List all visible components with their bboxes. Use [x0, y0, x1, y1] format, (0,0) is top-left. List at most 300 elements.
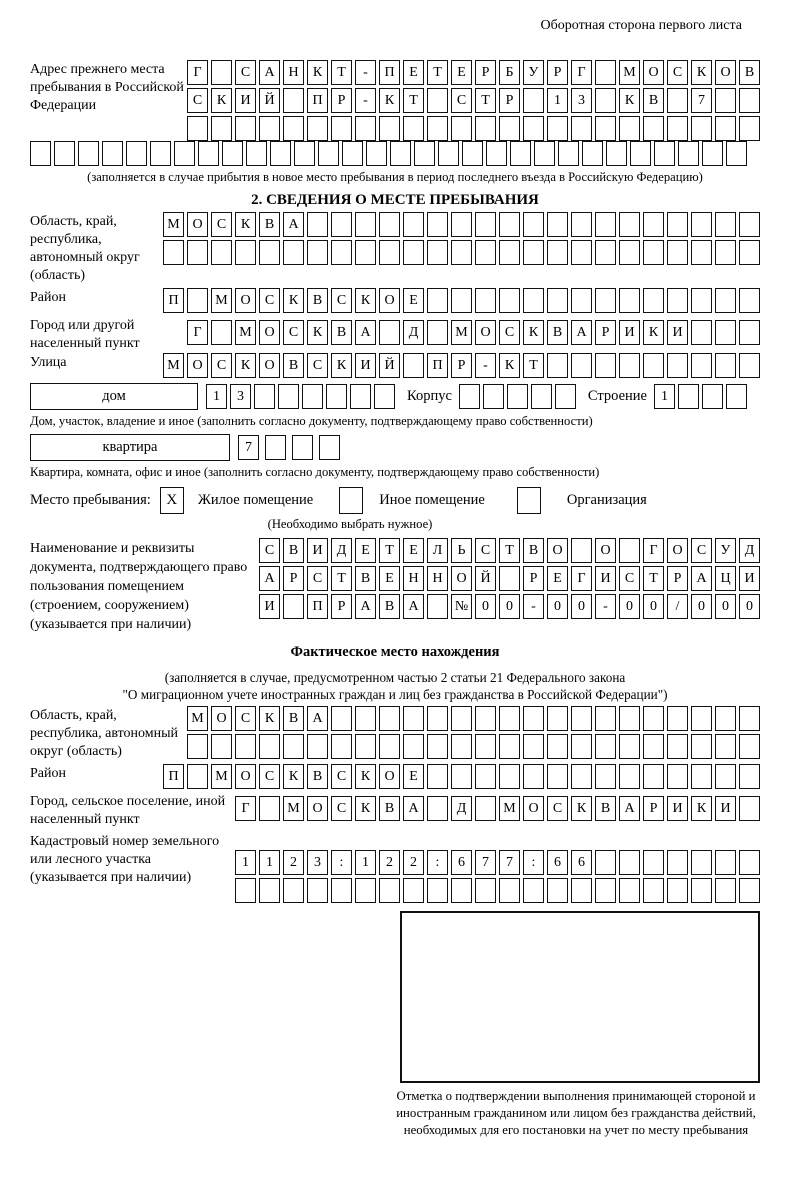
- char-cell[interactable]: [619, 878, 640, 903]
- char-cell[interactable]: В: [355, 566, 376, 591]
- char-cell[interactable]: [331, 734, 352, 759]
- char-cell[interactable]: [691, 240, 712, 265]
- char-cell[interactable]: 0: [619, 594, 640, 619]
- char-cell[interactable]: С: [331, 764, 352, 789]
- char-cell[interactable]: С: [331, 288, 352, 313]
- char-cell[interactable]: [451, 212, 472, 237]
- char-cell[interactable]: [643, 706, 664, 731]
- char-cell[interactable]: Н: [283, 60, 304, 85]
- char-cell[interactable]: И: [307, 538, 328, 563]
- char-cell[interactable]: П: [163, 288, 184, 313]
- char-cell[interactable]: [126, 141, 147, 166]
- char-cell[interactable]: [523, 734, 544, 759]
- char-cell[interactable]: [691, 706, 712, 731]
- char-cell[interactable]: [374, 384, 395, 409]
- char-cell[interactable]: [403, 706, 424, 731]
- char-cell[interactable]: [667, 88, 688, 113]
- char-cell[interactable]: Р: [331, 594, 352, 619]
- char-cell[interactable]: П: [163, 764, 184, 789]
- char-cell[interactable]: [523, 212, 544, 237]
- char-cell[interactable]: [739, 796, 760, 821]
- char-cell[interactable]: Й: [475, 566, 496, 591]
- char-cell[interactable]: [715, 288, 736, 313]
- char-cell[interactable]: О: [547, 538, 568, 563]
- char-cell[interactable]: [174, 141, 195, 166]
- char-cell[interactable]: С: [259, 288, 280, 313]
- char-cell[interactable]: [259, 734, 280, 759]
- char-cell[interactable]: Б: [499, 60, 520, 85]
- char-cell[interactable]: [355, 706, 376, 731]
- char-cell[interactable]: О: [259, 353, 280, 378]
- char-cell[interactable]: Д: [403, 320, 424, 345]
- char-cell[interactable]: [547, 706, 568, 731]
- char-cell[interactable]: С: [211, 353, 232, 378]
- char-cell[interactable]: [451, 878, 472, 903]
- char-cell[interactable]: [355, 240, 376, 265]
- char-cell[interactable]: О: [307, 796, 328, 821]
- char-cell[interactable]: М: [235, 320, 256, 345]
- char-cell[interactable]: И: [619, 320, 640, 345]
- char-cell[interactable]: [475, 116, 496, 141]
- char-cell[interactable]: [547, 878, 568, 903]
- char-cell[interactable]: В: [283, 353, 304, 378]
- char-cell[interactable]: [403, 734, 424, 759]
- char-cell[interactable]: [475, 764, 496, 789]
- char-cell[interactable]: [235, 878, 256, 903]
- char-cell[interactable]: Д: [739, 538, 760, 563]
- char-cell[interactable]: А: [403, 594, 424, 619]
- char-cell[interactable]: [571, 288, 592, 313]
- char-cell[interactable]: Е: [547, 566, 568, 591]
- char-cell[interactable]: [355, 212, 376, 237]
- char-cell[interactable]: [571, 764, 592, 789]
- char-cell[interactable]: [523, 88, 544, 113]
- char-cell[interactable]: Л: [427, 538, 448, 563]
- char-cell[interactable]: Т: [403, 88, 424, 113]
- char-cell[interactable]: [379, 212, 400, 237]
- char-cell[interactable]: О: [523, 796, 544, 821]
- char-cell[interactable]: [499, 764, 520, 789]
- char-cell[interactable]: [475, 240, 496, 265]
- char-cell[interactable]: 0: [691, 594, 712, 619]
- char-cell[interactable]: Т: [331, 60, 352, 85]
- char-cell[interactable]: [451, 734, 472, 759]
- char-cell[interactable]: [715, 88, 736, 113]
- char-cell[interactable]: [739, 320, 760, 345]
- char-cell[interactable]: [739, 706, 760, 731]
- char-cell[interactable]: В: [379, 594, 400, 619]
- char-cell[interactable]: [355, 116, 376, 141]
- char-cell[interactable]: [715, 878, 736, 903]
- char-cell[interactable]: К: [331, 353, 352, 378]
- char-cell[interactable]: К: [355, 288, 376, 313]
- char-cell[interactable]: 0: [547, 594, 568, 619]
- char-cell[interactable]: [726, 141, 747, 166]
- char-cell[interactable]: В: [595, 796, 616, 821]
- char-cell[interactable]: [222, 141, 243, 166]
- char-cell[interactable]: [558, 141, 579, 166]
- char-cell[interactable]: [331, 240, 352, 265]
- char-cell[interactable]: [643, 212, 664, 237]
- char-cell[interactable]: [292, 435, 313, 460]
- char-cell[interactable]: 7: [475, 850, 496, 875]
- char-cell[interactable]: [283, 240, 304, 265]
- char-cell[interactable]: К: [235, 212, 256, 237]
- char-cell[interactable]: Н: [427, 566, 448, 591]
- char-cell[interactable]: [739, 88, 760, 113]
- char-cell[interactable]: А: [403, 796, 424, 821]
- char-cell[interactable]: [678, 141, 699, 166]
- char-cell[interactable]: [499, 706, 520, 731]
- char-cell[interactable]: К: [283, 288, 304, 313]
- char-cell[interactable]: [667, 240, 688, 265]
- char-cell[interactable]: 6: [451, 850, 472, 875]
- char-cell[interactable]: М: [283, 796, 304, 821]
- char-cell[interactable]: В: [307, 288, 328, 313]
- char-cell[interactable]: [523, 706, 544, 731]
- char-cell[interactable]: [451, 764, 472, 789]
- char-cell[interactable]: С: [307, 566, 328, 591]
- char-cell[interactable]: [715, 706, 736, 731]
- char-cell[interactable]: 2: [283, 850, 304, 875]
- char-cell[interactable]: [342, 141, 363, 166]
- char-cell[interactable]: [331, 116, 352, 141]
- char-cell[interactable]: [187, 288, 208, 313]
- char-cell[interactable]: Р: [547, 60, 568, 85]
- char-cell[interactable]: [547, 240, 568, 265]
- char-cell[interactable]: В: [283, 706, 304, 731]
- char-cell[interactable]: О: [643, 60, 664, 85]
- char-cell[interactable]: О: [187, 212, 208, 237]
- char-cell[interactable]: 3: [571, 88, 592, 113]
- char-cell[interactable]: [163, 240, 184, 265]
- char-cell[interactable]: С: [691, 538, 712, 563]
- char-cell[interactable]: И: [259, 594, 280, 619]
- char-cell[interactable]: [451, 116, 472, 141]
- char-cell[interactable]: Т: [475, 88, 496, 113]
- char-cell[interactable]: [691, 764, 712, 789]
- char-cell[interactable]: 0: [499, 594, 520, 619]
- char-cell[interactable]: [211, 734, 232, 759]
- char-cell[interactable]: 6: [547, 850, 568, 875]
- char-cell[interactable]: Т: [427, 60, 448, 85]
- char-cell[interactable]: [403, 878, 424, 903]
- char-cell[interactable]: [667, 850, 688, 875]
- char-cell[interactable]: С: [547, 796, 568, 821]
- char-cell[interactable]: О: [451, 566, 472, 591]
- char-cell[interactable]: [451, 240, 472, 265]
- char-cell[interactable]: [427, 240, 448, 265]
- char-cell[interactable]: [475, 878, 496, 903]
- char-cell[interactable]: [595, 88, 616, 113]
- char-cell[interactable]: [739, 734, 760, 759]
- char-cell[interactable]: А: [571, 320, 592, 345]
- char-cell[interactable]: М: [619, 60, 640, 85]
- char-cell[interactable]: С: [667, 60, 688, 85]
- char-cell[interactable]: [259, 878, 280, 903]
- char-cell[interactable]: [606, 141, 627, 166]
- char-cell[interactable]: [427, 734, 448, 759]
- char-cell[interactable]: [547, 116, 568, 141]
- char-cell[interactable]: [739, 288, 760, 313]
- char-cell[interactable]: С: [259, 538, 280, 563]
- char-cell[interactable]: Е: [451, 60, 472, 85]
- char-cell[interactable]: [547, 734, 568, 759]
- char-cell[interactable]: [475, 212, 496, 237]
- char-cell[interactable]: А: [619, 796, 640, 821]
- char-cell[interactable]: [739, 212, 760, 237]
- char-cell[interactable]: А: [355, 594, 376, 619]
- char-cell[interactable]: [678, 384, 699, 409]
- char-cell[interactable]: [510, 141, 531, 166]
- char-cell[interactable]: [235, 116, 256, 141]
- char-cell[interactable]: [619, 116, 640, 141]
- char-cell[interactable]: 1: [654, 384, 675, 409]
- char-cell[interactable]: [667, 878, 688, 903]
- char-cell[interactable]: 7: [499, 850, 520, 875]
- char-cell[interactable]: Т: [379, 538, 400, 563]
- char-cell[interactable]: [427, 288, 448, 313]
- char-cell[interactable]: Ц: [715, 566, 736, 591]
- char-cell[interactable]: Р: [643, 796, 664, 821]
- char-cell[interactable]: [571, 240, 592, 265]
- char-cell[interactable]: [715, 116, 736, 141]
- char-cell[interactable]: С: [211, 212, 232, 237]
- char-cell[interactable]: 0: [715, 594, 736, 619]
- char-cell[interactable]: [619, 288, 640, 313]
- char-cell[interactable]: [475, 734, 496, 759]
- char-cell[interactable]: В: [331, 320, 352, 345]
- char-cell[interactable]: К: [619, 88, 640, 113]
- char-cell[interactable]: Т: [523, 353, 544, 378]
- char-cell[interactable]: А: [691, 566, 712, 591]
- char-cell[interactable]: [427, 878, 448, 903]
- char-cell[interactable]: [595, 878, 616, 903]
- char-cell[interactable]: 3: [230, 384, 251, 409]
- char-cell[interactable]: 3: [307, 850, 328, 875]
- char-cell[interactable]: К: [211, 88, 232, 113]
- char-cell[interactable]: [534, 141, 555, 166]
- char-cell[interactable]: [667, 212, 688, 237]
- char-cell[interactable]: [265, 435, 286, 460]
- char-cell[interactable]: [475, 796, 496, 821]
- char-cell[interactable]: 7: [691, 88, 712, 113]
- char-cell[interactable]: [571, 706, 592, 731]
- char-cell[interactable]: [187, 734, 208, 759]
- char-cell[interactable]: [483, 384, 504, 409]
- char-cell[interactable]: П: [307, 594, 328, 619]
- char-cell[interactable]: Е: [403, 538, 424, 563]
- char-cell[interactable]: [595, 764, 616, 789]
- char-cell[interactable]: К: [235, 353, 256, 378]
- char-cell[interactable]: [486, 141, 507, 166]
- char-cell[interactable]: Й: [379, 353, 400, 378]
- char-cell[interactable]: [246, 141, 267, 166]
- char-cell[interactable]: [643, 240, 664, 265]
- char-cell[interactable]: [715, 850, 736, 875]
- char-cell[interactable]: [259, 240, 280, 265]
- char-cell[interactable]: [715, 240, 736, 265]
- char-cell[interactable]: Ь: [451, 538, 472, 563]
- char-cell[interactable]: О: [211, 706, 232, 731]
- char-cell[interactable]: :: [331, 850, 352, 875]
- char-cell[interactable]: Р: [667, 566, 688, 591]
- char-cell[interactable]: [307, 734, 328, 759]
- char-cell[interactable]: [427, 796, 448, 821]
- char-cell[interactable]: [715, 320, 736, 345]
- char-cell[interactable]: [739, 240, 760, 265]
- char-cell[interactable]: [355, 734, 376, 759]
- char-cell[interactable]: [414, 141, 435, 166]
- char-cell[interactable]: [595, 212, 616, 237]
- char-cell[interactable]: [427, 594, 448, 619]
- char-cell[interactable]: [331, 706, 352, 731]
- char-cell[interactable]: [283, 116, 304, 141]
- char-cell[interactable]: [531, 384, 552, 409]
- char-cell[interactable]: [702, 141, 723, 166]
- char-cell[interactable]: У: [523, 60, 544, 85]
- char-cell[interactable]: Е: [403, 288, 424, 313]
- char-cell[interactable]: С: [187, 88, 208, 113]
- char-cell[interactable]: [462, 141, 483, 166]
- char-cell[interactable]: 1: [206, 384, 227, 409]
- char-cell[interactable]: [235, 240, 256, 265]
- char-cell[interactable]: 1: [547, 88, 568, 113]
- char-cell[interactable]: [715, 353, 736, 378]
- char-cell[interactable]: [547, 212, 568, 237]
- char-cell[interactable]: М: [163, 212, 184, 237]
- char-cell[interactable]: [595, 288, 616, 313]
- char-cell[interactable]: [499, 288, 520, 313]
- char-cell[interactable]: 1: [235, 850, 256, 875]
- char-cell[interactable]: [643, 878, 664, 903]
- char-cell[interactable]: [211, 320, 232, 345]
- char-cell[interactable]: [211, 116, 232, 141]
- char-cell[interactable]: О: [235, 764, 256, 789]
- char-cell[interactable]: [390, 141, 411, 166]
- char-cell[interactable]: [691, 353, 712, 378]
- char-cell[interactable]: [499, 240, 520, 265]
- char-cell[interactable]: [691, 320, 712, 345]
- char-cell[interactable]: К: [523, 320, 544, 345]
- char-cell[interactable]: [427, 764, 448, 789]
- char-cell[interactable]: [379, 734, 400, 759]
- char-cell[interactable]: [523, 240, 544, 265]
- char-cell[interactable]: [619, 764, 640, 789]
- char-cell[interactable]: Г: [187, 60, 208, 85]
- char-cell[interactable]: -: [523, 594, 544, 619]
- char-cell[interactable]: К: [571, 796, 592, 821]
- char-cell[interactable]: С: [259, 764, 280, 789]
- char-cell[interactable]: 7: [238, 435, 259, 460]
- char-cell[interactable]: [547, 764, 568, 789]
- char-cell[interactable]: С: [235, 706, 256, 731]
- char-cell[interactable]: [667, 764, 688, 789]
- char-cell[interactable]: [547, 288, 568, 313]
- char-cell[interactable]: [379, 706, 400, 731]
- char-cell[interactable]: [667, 706, 688, 731]
- char-cell[interactable]: [307, 212, 328, 237]
- char-cell[interactable]: [643, 353, 664, 378]
- char-cell[interactable]: С: [619, 566, 640, 591]
- char-cell[interactable]: [571, 734, 592, 759]
- char-cell[interactable]: Н: [403, 566, 424, 591]
- char-cell[interactable]: [643, 734, 664, 759]
- char-cell[interactable]: [403, 353, 424, 378]
- char-cell[interactable]: [459, 384, 480, 409]
- char-cell[interactable]: 1: [259, 850, 280, 875]
- char-cell[interactable]: [619, 850, 640, 875]
- char-cell[interactable]: П: [427, 353, 448, 378]
- char-cell[interactable]: [319, 435, 340, 460]
- char-cell[interactable]: [270, 141, 291, 166]
- char-cell[interactable]: [331, 212, 352, 237]
- char-cell[interactable]: П: [307, 88, 328, 113]
- char-cell[interactable]: [595, 706, 616, 731]
- char-cell[interactable]: [150, 141, 171, 166]
- char-cell[interactable]: [523, 764, 544, 789]
- char-cell[interactable]: М: [163, 353, 184, 378]
- char-cell[interactable]: К: [499, 353, 520, 378]
- char-cell[interactable]: Р: [499, 88, 520, 113]
- char-cell[interactable]: Р: [331, 88, 352, 113]
- char-cell[interactable]: 0: [643, 594, 664, 619]
- char-cell[interactable]: [739, 850, 760, 875]
- char-cell[interactable]: И: [235, 88, 256, 113]
- char-cell[interactable]: [475, 288, 496, 313]
- char-cell[interactable]: -: [595, 594, 616, 619]
- char-cell[interactable]: С: [235, 60, 256, 85]
- char-cell[interactable]: [499, 566, 520, 591]
- char-cell[interactable]: [302, 384, 323, 409]
- char-cell[interactable]: К: [691, 60, 712, 85]
- char-cell[interactable]: Й: [259, 88, 280, 113]
- char-cell[interactable]: [187, 240, 208, 265]
- char-cell[interactable]: [619, 240, 640, 265]
- char-cell[interactable]: [667, 116, 688, 141]
- char-cell[interactable]: [643, 850, 664, 875]
- char-cell[interactable]: [691, 116, 712, 141]
- char-cell[interactable]: А: [259, 60, 280, 85]
- char-cell[interactable]: [739, 764, 760, 789]
- char-cell[interactable]: У: [715, 538, 736, 563]
- char-cell[interactable]: М: [187, 706, 208, 731]
- char-cell[interactable]: [198, 141, 219, 166]
- char-cell[interactable]: [595, 240, 616, 265]
- char-cell[interactable]: [307, 240, 328, 265]
- char-cell[interactable]: Г: [643, 538, 664, 563]
- char-cell[interactable]: [667, 734, 688, 759]
- char-cell[interactable]: [366, 141, 387, 166]
- char-cell[interactable]: [283, 734, 304, 759]
- char-cell[interactable]: О: [235, 288, 256, 313]
- char-cell[interactable]: [595, 353, 616, 378]
- char-cell[interactable]: Г: [187, 320, 208, 345]
- char-cell[interactable]: [318, 141, 339, 166]
- char-cell[interactable]: [403, 116, 424, 141]
- char-cell[interactable]: [595, 116, 616, 141]
- char-cell[interactable]: В: [547, 320, 568, 345]
- char-cell[interactable]: [451, 288, 472, 313]
- char-cell[interactable]: -: [355, 60, 376, 85]
- char-cell[interactable]: [499, 734, 520, 759]
- char-cell[interactable]: Е: [403, 764, 424, 789]
- char-cell[interactable]: [259, 116, 280, 141]
- char-cell[interactable]: -: [475, 353, 496, 378]
- char-cell[interactable]: [403, 240, 424, 265]
- char-cell[interactable]: [691, 734, 712, 759]
- char-cell[interactable]: Г: [571, 566, 592, 591]
